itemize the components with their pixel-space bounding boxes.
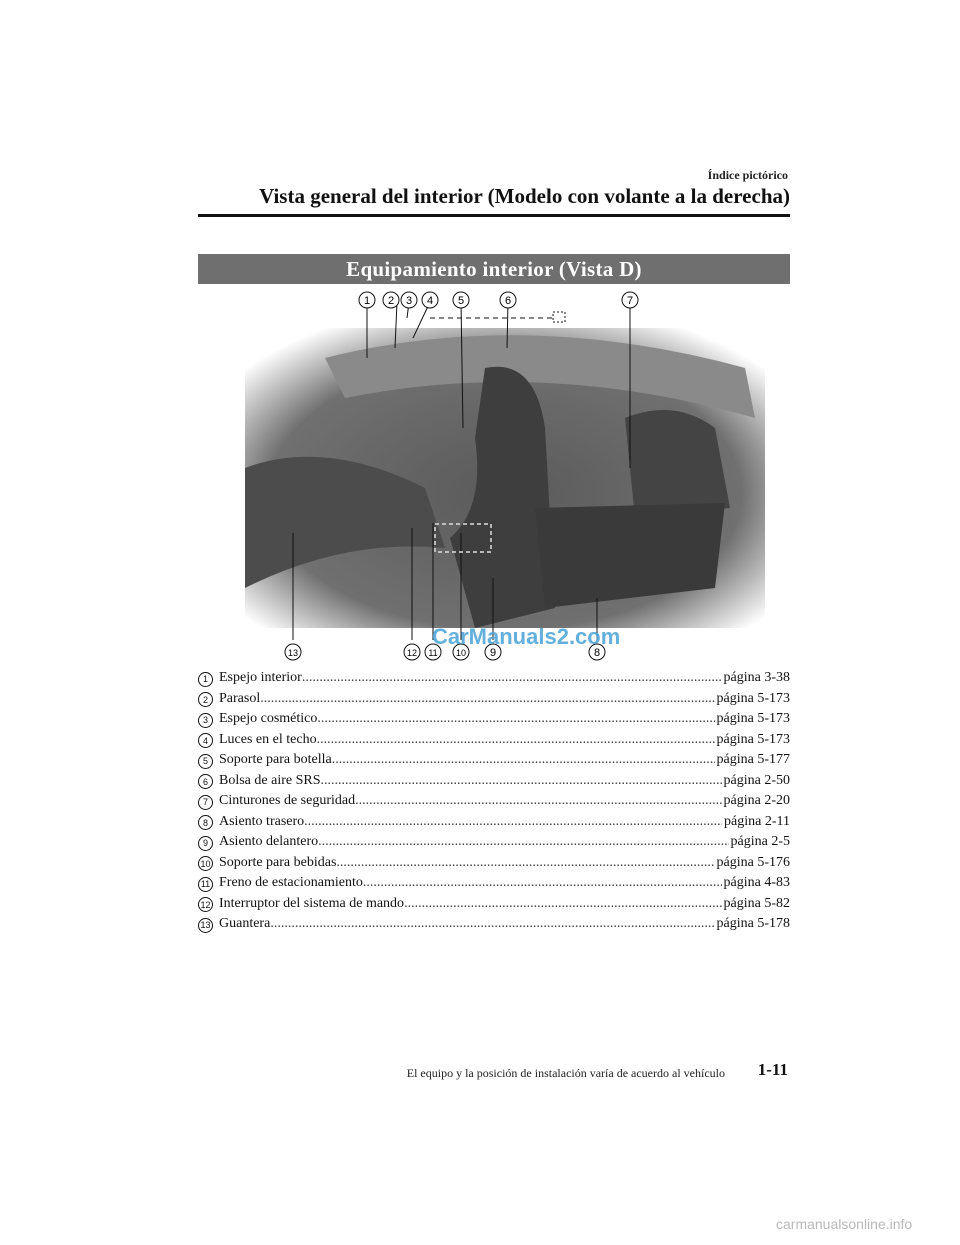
leader-dots	[321, 773, 722, 789]
page-title: Vista general del interior (Modelo con volante a la derecha)	[259, 184, 790, 208]
item-number: 7	[198, 795, 213, 810]
item-label: Parasol	[219, 690, 261, 706]
item-page-ref[interactable]: página 4-83	[723, 875, 790, 890]
item-number: 3	[198, 713, 213, 728]
item-page-ref[interactable]: página 5-178	[716, 916, 790, 931]
item-label: Bolsa de aire SRS	[219, 772, 321, 788]
item-number: 6	[198, 774, 213, 789]
leader-dots	[317, 732, 715, 748]
callout-3	[401, 292, 417, 308]
callout-12	[404, 644, 420, 660]
callout-7	[622, 292, 638, 308]
svg-text:2: 2	[387, 295, 395, 307]
svg-text:7: 7	[626, 295, 634, 307]
index-item	[198, 896, 790, 917]
leader-dots	[355, 793, 721, 809]
index-item	[198, 814, 790, 835]
item-page-ref[interactable]: página 2-20	[723, 793, 790, 808]
interior-figure	[245, 288, 765, 666]
item-label: Espejo cosmético	[219, 711, 318, 726]
item-label: Espejo interior	[219, 670, 302, 685]
item-page-ref[interactable]: página 5-82	[723, 895, 790, 911]
item-page-ref[interactable]: página 5-173	[716, 711, 790, 726]
item-number: 13	[198, 918, 213, 933]
item-page-ref[interactable]: página 5-173	[716, 690, 790, 706]
svg-text:11: 11	[428, 648, 438, 658]
item-number: 10	[198, 856, 213, 871]
leader-dots	[270, 916, 714, 932]
item-label: Soporte para bebidas	[219, 854, 337, 870]
item-page-ref[interactable]: página 2-50	[723, 772, 790, 788]
item-number: 4	[198, 733, 213, 748]
svg-text:9: 9	[489, 647, 497, 659]
item-label: Guantera	[219, 916, 271, 931]
item-number: 2	[198, 692, 213, 707]
item-number: 9	[198, 836, 213, 851]
item-page-ref[interactable]: página 2-11	[724, 813, 790, 829]
svg-text:12: 12	[406, 648, 418, 658]
index-item	[198, 834, 790, 855]
header-rule	[198, 214, 790, 217]
footer-note: El equipo y la posición de instalación varía de acuerdo al vehículo	[406, 1066, 725, 1080]
section-band: Equipamiento interior (Vista D)	[198, 254, 790, 284]
page-number: 1-11	[757, 1060, 788, 1079]
item-number: 5	[198, 754, 213, 769]
item-label: Cinturones de seguridad	[219, 793, 356, 808]
bottom-watermark: carmanualsonline.info	[776, 1216, 913, 1232]
index-item	[198, 916, 790, 937]
item-label: Soporte para botella	[219, 752, 332, 767]
svg-text:8: 8	[593, 647, 601, 659]
index-item	[198, 670, 790, 691]
svg-text:4: 4	[426, 295, 434, 307]
item-label: Asiento trasero	[219, 813, 305, 829]
callout-5	[453, 292, 469, 308]
item-page-ref[interactable]: página 5-173	[716, 731, 790, 747]
overhead-light-marker	[553, 312, 565, 322]
item-page-ref[interactable]: página 5-176	[716, 854, 790, 870]
callout-1	[359, 292, 375, 308]
item-page-ref[interactable]: página 2-5	[730, 834, 790, 849]
svg-text:6: 6	[504, 295, 512, 307]
leader-dots	[332, 752, 715, 768]
item-label: Asiento delantero	[219, 834, 319, 849]
leader-dots	[336, 855, 714, 871]
figure-watermark: CarManuals2.com	[432, 624, 621, 649]
leader-dots	[363, 875, 722, 891]
index-item	[198, 691, 790, 712]
index-item	[198, 855, 790, 876]
item-label: Luces en el techo	[219, 731, 317, 747]
index-item	[198, 732, 790, 753]
callout-13	[285, 644, 301, 660]
item-number: 1	[198, 672, 213, 687]
item-number: 8	[198, 815, 213, 830]
item-page-ref[interactable]: página 3-38	[723, 670, 790, 685]
svg-text:13: 13	[287, 648, 299, 658]
leader-dots	[318, 834, 728, 850]
index-item	[198, 752, 790, 773]
item-label: Interruptor del sistema de mando	[219, 895, 405, 911]
leader-dots	[317, 711, 714, 727]
callout-4	[422, 292, 438, 308]
leader-dots	[404, 896, 721, 912]
svg-text:3: 3	[405, 295, 413, 307]
item-number: 11	[198, 877, 213, 892]
index-list	[198, 670, 790, 937]
index-item	[198, 875, 790, 896]
index-item	[198, 711, 790, 732]
svg-text:5: 5	[457, 295, 465, 307]
item-page-ref[interactable]: página 5-177	[716, 752, 790, 767]
leader-dots	[260, 691, 714, 707]
leader-dots	[302, 670, 722, 686]
callout-6	[500, 292, 516, 308]
svg-text:1: 1	[363, 295, 371, 307]
leader-dots	[304, 814, 722, 830]
header-kicker: Índice pictórico	[707, 168, 788, 182]
callout-2	[383, 292, 399, 308]
item-label: Freno de estacionamiento	[219, 875, 363, 890]
item-number: 12	[198, 897, 213, 912]
index-item	[198, 773, 790, 794]
svg-text:10: 10	[455, 648, 467, 658]
index-item	[198, 793, 790, 814]
